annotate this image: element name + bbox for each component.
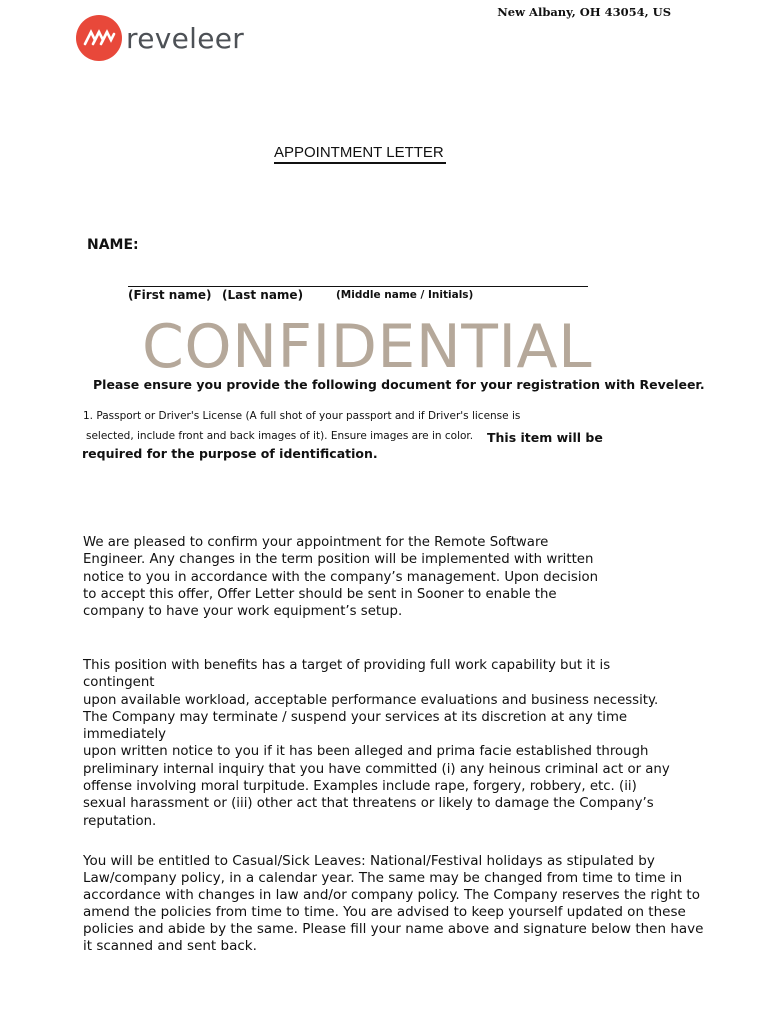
document-item-line2: selected, include front and back images of it). Ensure images are in color. (86, 430, 474, 442)
document-item-note-part1: This item will be (487, 430, 603, 445)
company-address: New Albany, OH 43054, US (497, 5, 671, 19)
confidential-watermark: CONFIDENTIAL (142, 312, 593, 382)
paragraph-leaves: You will be entitled to Casual/Sick Leaves: National/Festival holidays as stipulated by Law/company policy, in a calendar year. The same may be changed from time to time in accordance with changes in law and/or company policy. The Company reserves the right to amend the policies from time to time. You are advised to keep yourself updated on these policies and abide by the same. Please fill your name above and signature below then have it scanned and sent back. (83, 853, 704, 954)
document-title: APPOINTMENT LETTER (274, 144, 444, 161)
name-label: NAME: (87, 237, 139, 253)
name-entry-line (128, 286, 588, 287)
paragraph-conditions: This position with benefits has a target of providing full work capability but it is contingent upon available workload, acceptable performance evaluations and business necessity. The Company may terminate / suspend your services at its discretion at any time immediately upon written notice to you if it has been alleged and prima facie established through preliminary internal inquiry that you have committed (i) any heinous criminal act or any offense involving moral turpitude. Examples include rape, forgery, robbery, etc. (ii) sexual harassment or (iii) other act that threatens or likely to damage the Company’s reputation. (83, 658, 670, 829)
document-item-line1: 1. Passport or Driver's License (A full shot of your passport and if Driver's license is (83, 410, 521, 422)
documents-intro: Please ensure you provide the following document for your registration with Reveleer. (93, 377, 705, 392)
reveleer-logo-icon (76, 15, 122, 61)
company-logo (76, 15, 244, 61)
logo-wordmark: reveleer (126, 21, 245, 55)
last-name-caption: (Last name) (222, 288, 304, 302)
paragraph-appointment: We are pleased to confirm your appointment for the Remote Software Engineer. Any changes in the term position will be implemented with written notice to you in accordance with the company’s management. Upon decision to accept this offer, Offer Letter should be sent in Sooner to enable the company to have your work equipment’s setup. (83, 535, 599, 620)
document-item-note-part2: required for the purpose of identification. (82, 446, 378, 461)
middle-name-caption: (Middle name / Initials) (336, 289, 474, 301)
first-name-caption: (First name) (128, 288, 212, 302)
title-underline (274, 162, 446, 164)
